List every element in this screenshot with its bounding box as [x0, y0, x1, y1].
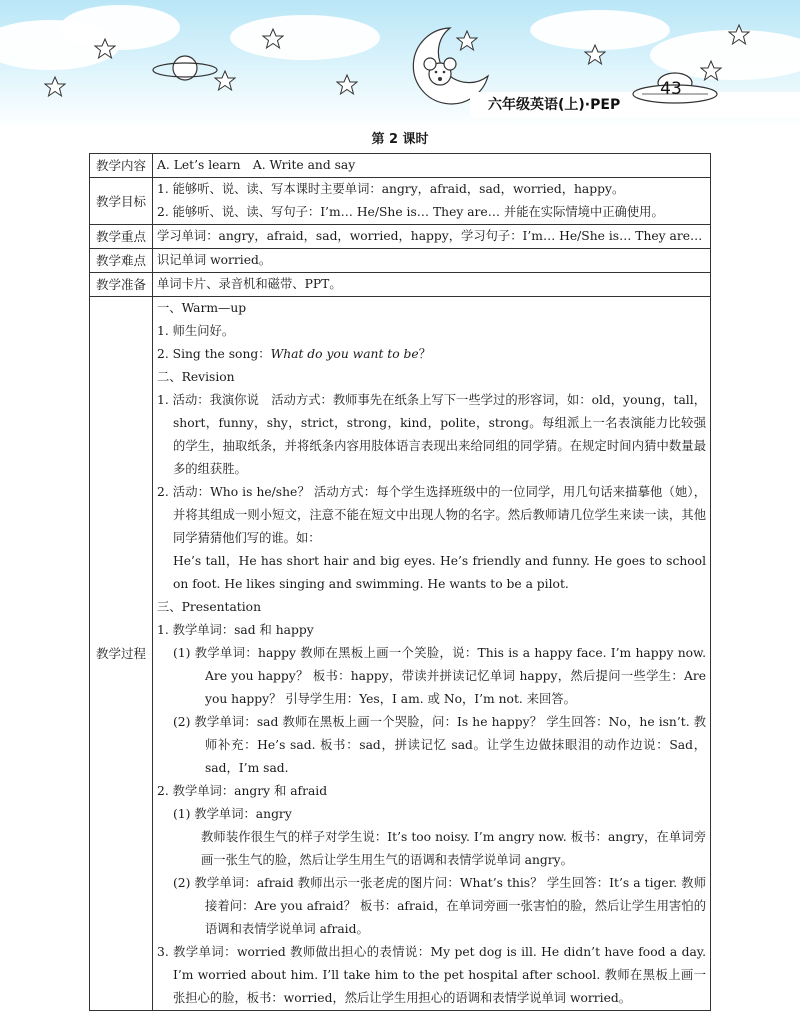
list-item: (2) 教学单词：sad 教师在黑板上画一个哭脸，问：Is he happy？ 学生回答：No，he isn’t. 教师补充：He’s sad. 板书：sad，拼读记忆 sad。让学生边做抹眼泪的动作边说：Sad，sad，I’m sad. — [173, 715, 706, 775]
list-item: (2) 教学单词：afraid 教师出示一张老虎的图片问：What’s this？ 学生回答：It’s a tiger. 教师接着问：Are you afraid？ 板书：afraid，在单词旁画一张害怕的脸，然后让学生用害怕的语调和表情学说单词 afraid。 — [173, 876, 706, 936]
row-content: A. Let’s learn A. Write and say — [153, 154, 711, 178]
row-content — [153, 297, 711, 1011]
row-label: 教学内容 — [90, 154, 153, 178]
row-label: 教学准备 — [90, 273, 153, 297]
table-row — [90, 273, 711, 297]
cloud — [230, 15, 380, 60]
planet-icon — [150, 48, 220, 88]
song-title: What do you want to be — [270, 347, 419, 361]
row-content: 学习单词：angry，afraid，sad，worried，happy，学习句子：I’m… He/She is… They are… — [153, 225, 711, 249]
star-icon — [584, 44, 606, 66]
row-label: 教学重点 — [90, 225, 153, 249]
grade-label: 六年级英语(上)·PEP — [488, 97, 621, 113]
section-heading: 一、Warm—up — [157, 301, 247, 315]
list-item: 教师装作很生气的样子对学生说：It’s too noisy. I’m angry now. 板书：angry，在单词旁画一张生气的脸，然后让学生用生气的语调和表情学说单词 angry。 — [201, 830, 706, 867]
list-item: 1. 师生问好。 — [157, 324, 235, 338]
section-heading: 三、Presentation — [157, 600, 262, 614]
list-item: 1. 活动：我演你说 活动方式：教师事先在纸条上写下一些学过的形容词，如：old，young，tall，short，funny，shy，strict，strong，kind，polite，strong。每组派上一名表演能力比较强的学生，抽取纸条，并将纸条内容用肢体语言表现出来给同组的同学猜。在规定时间内猜中数量最多的组获胜。 — [157, 393, 706, 476]
table-row — [90, 178, 711, 225]
row-content: 1. 能够听、说、读、写本课时主要单词：angry，afraid，sad，worried，happy。 2. 能够听、说、读、写句子：I’m… He/She is… They are… 并能在实际情境中正确使用。 — [153, 178, 711, 225]
header-banner — [0, 0, 800, 130]
star-icon — [94, 38, 116, 60]
list-item: 2. 教学单词：angry 和 afraid — [157, 784, 328, 798]
list-item: (1) 教学单词：angry — [173, 807, 292, 821]
row-content: 识记单词 worried。 — [153, 249, 711, 273]
section-heading: 二、Revision — [157, 370, 235, 384]
row-content: 单词卡片、录音机和磁带、PPT。 — [153, 273, 711, 297]
row-label: 教学难点 — [90, 249, 153, 273]
star-icon — [336, 74, 358, 96]
list-item: 2. 活动：Who is he/she？ 活动方式：每个学生选择班级中的一位同学，用几句话来描摹他（她），并将其组成一则小短文，注意不能在短文中出现人物的名字。然后教师请几位学生来读一读，其他同学猜猜他们写的谁。如： — [157, 485, 706, 545]
list-item: 1. 教学单词：sad 和 happy — [157, 623, 314, 637]
example-text: He’s tall，He has short hair and big eyes. He’s friendly and funny. He goes to school on foot. He likes singing and swimming. He wants to be a pilot. — [173, 554, 706, 591]
list-item: (1) 教学单词：happy 教师在黑板上画一个笑脸，说：This is a happy face. I’m happy now. Are you happy？ 板书：happy，带读并拼读记忆单词 happy，然后提问一些学生：Are you happy？ 引导学生用：Yes，I am. 或 No，I’m not. 来回答。 — [173, 646, 706, 706]
table-row — [90, 297, 711, 1011]
star-icon — [44, 76, 66, 98]
star-icon — [262, 28, 284, 50]
row-label: 教学过程 — [90, 297, 153, 1011]
star-icon — [728, 24, 750, 46]
table-row — [90, 154, 711, 178]
page-number: 43 — [660, 79, 682, 99]
table-row — [90, 225, 711, 249]
list-item: 2. Sing the song：What do you want to be？ — [157, 347, 432, 361]
row-label: 教学目标 — [90, 178, 153, 225]
table-row — [90, 249, 711, 273]
cloud — [60, 5, 180, 50]
lesson-title: 第 2 课时 — [371, 132, 429, 147]
lesson-plan-table — [89, 153, 711, 1011]
list-item: 3. 教学单词：worried 教师做出担心的表情说：My pet dog is ill. He didn’t have food a day. I’m worried about him. I’ll take him to the pet hospital after school. 教师在黑板上画一张担心的脸，板书：worried，然后让学生用担心的语调和表情学说单词 worried。 — [157, 945, 706, 1005]
